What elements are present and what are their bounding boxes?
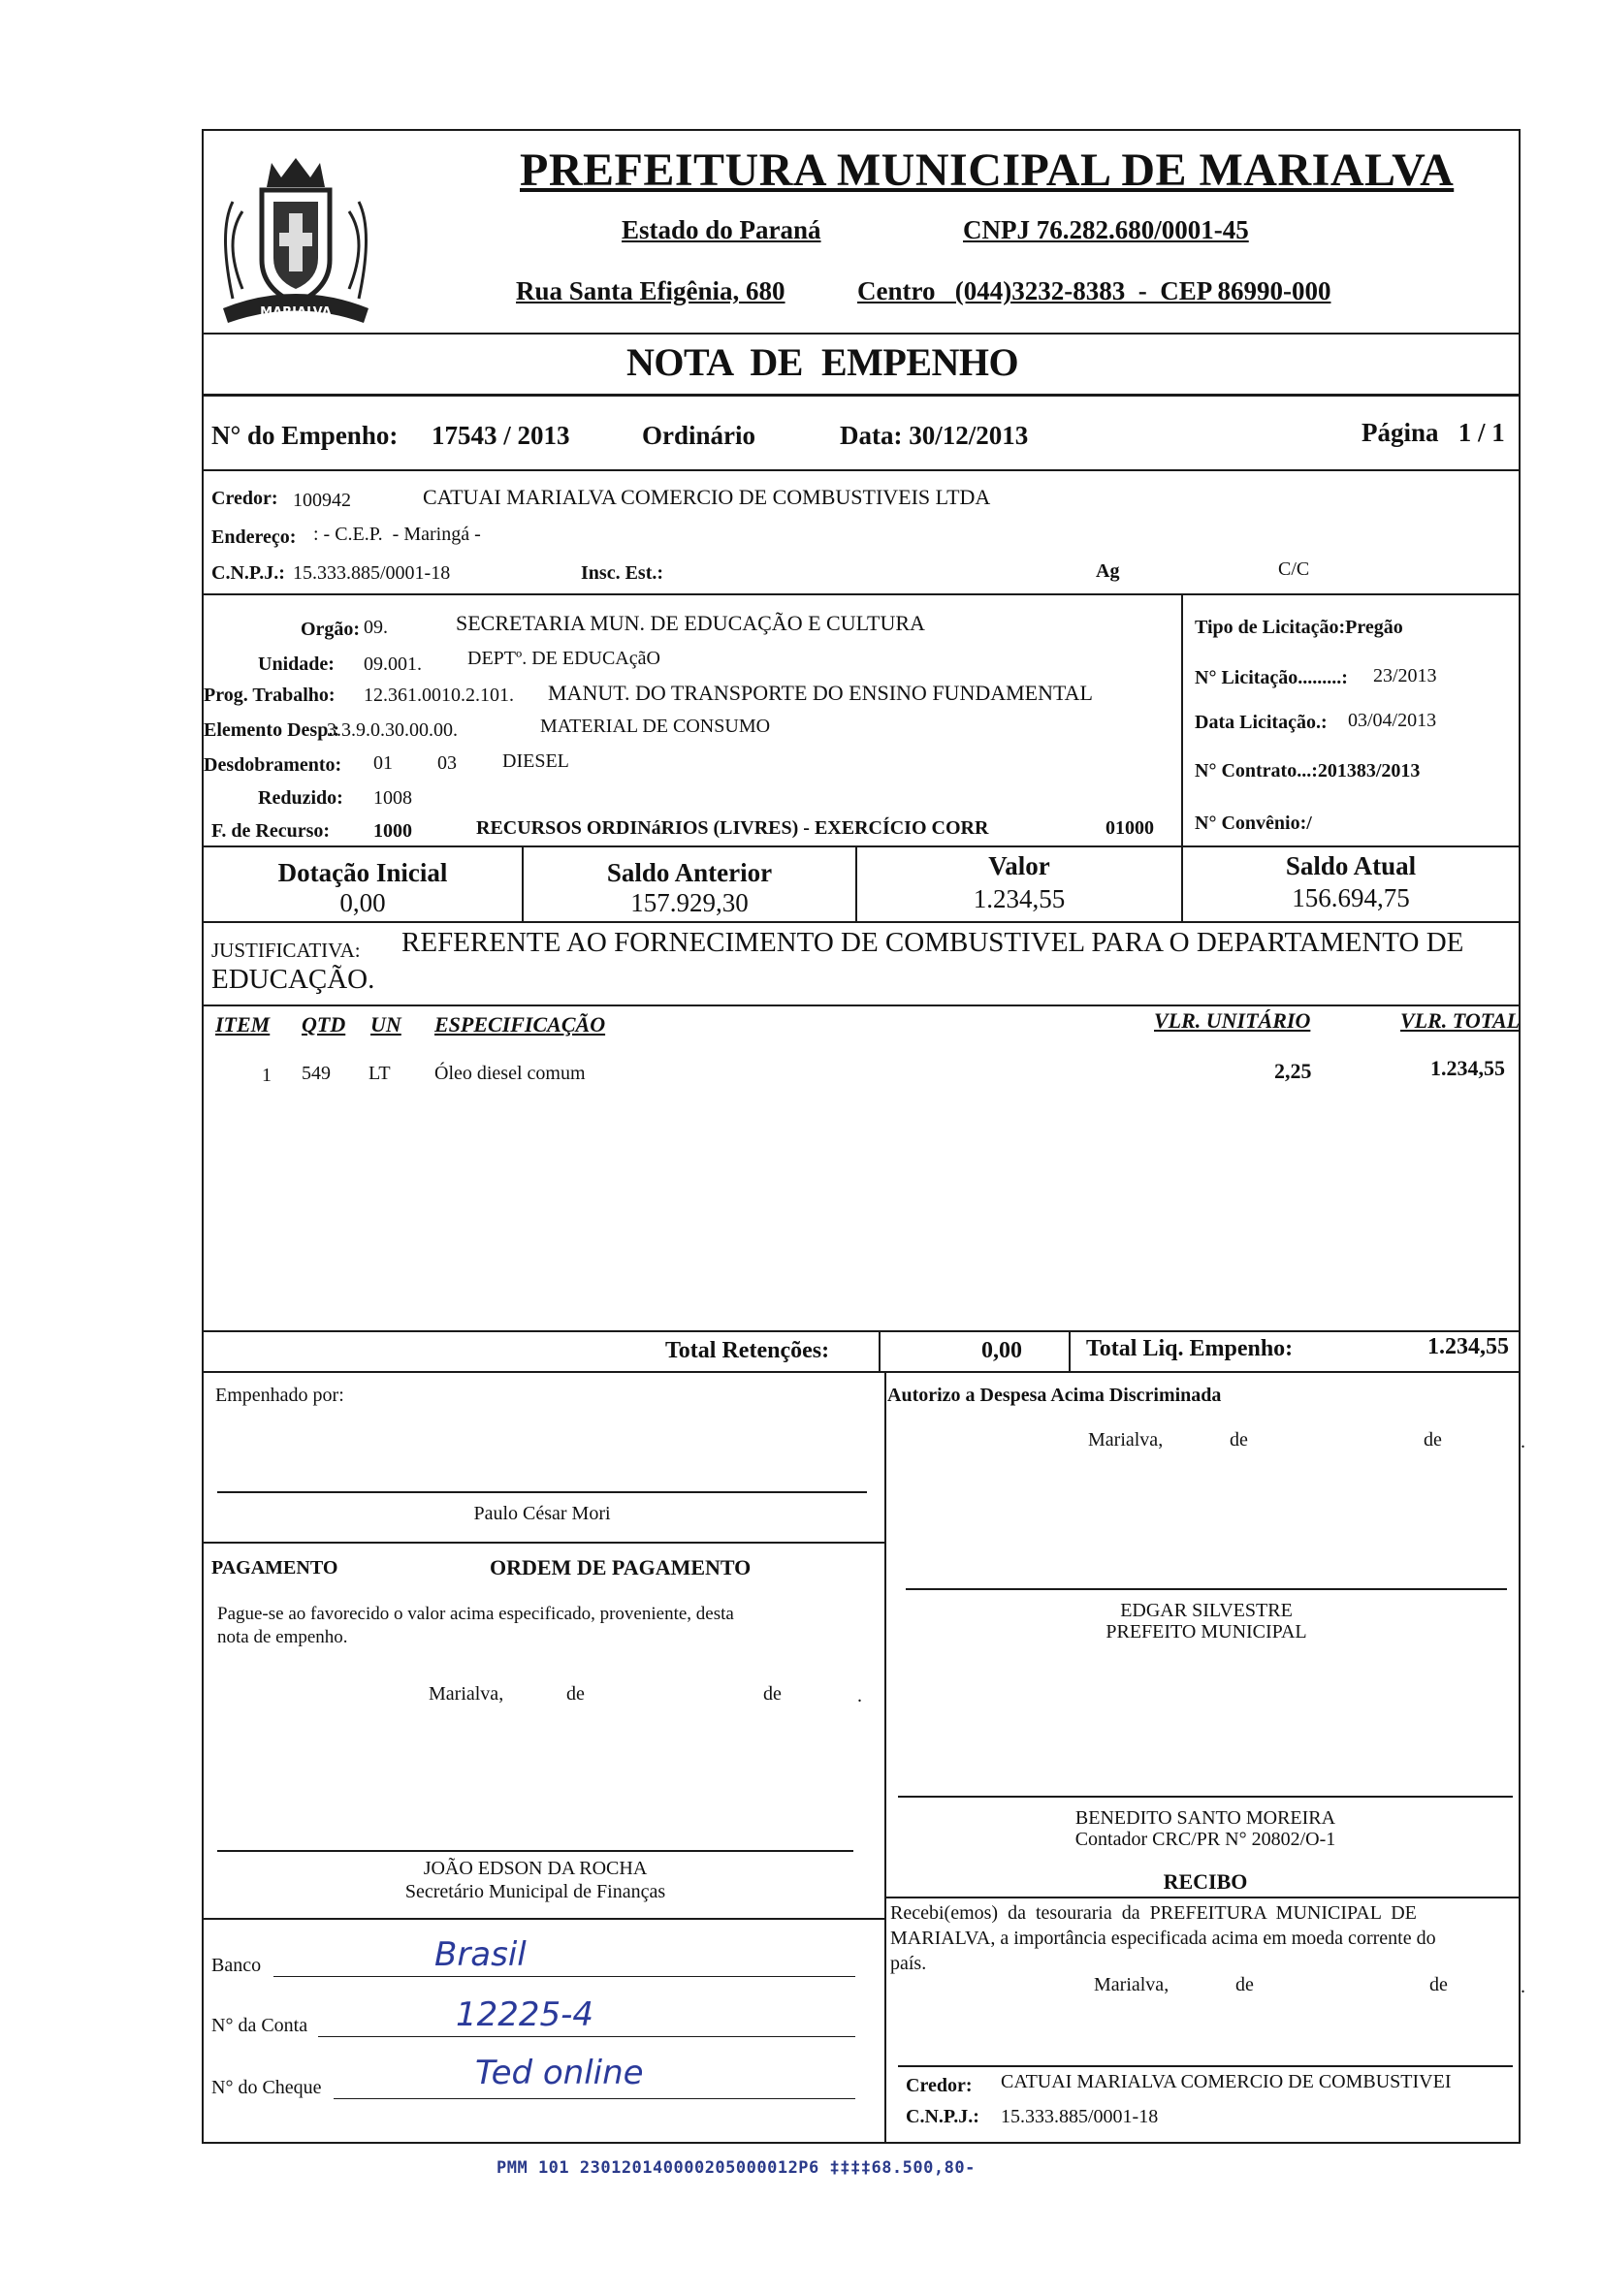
divider <box>202 1371 1521 1373</box>
reduzido-value: 1008 <box>373 787 412 809</box>
col-header-vlr-total: VLR. TOTAL <box>1400 1008 1521 1033</box>
reduzido-label: Reduzido: <box>258 787 343 809</box>
licitacao-date-label: Data Licitação.: <box>1195 712 1328 733</box>
banco-line <box>273 1976 855 1977</box>
conta-line <box>318 2036 855 2037</box>
item-total: 1.234,55 <box>1430 1056 1505 1080</box>
dotacao-inicial-value: 0,00 <box>339 888 386 917</box>
secretario-name: JOÃO EDSON DA ROCHA <box>423 1858 648 1879</box>
valor-value: 1.234,55 <box>973 884 1066 913</box>
prog-trabalho-label: Prog. Trabalho: <box>204 685 336 706</box>
item-un: LT <box>368 1063 391 1084</box>
cheque-line <box>334 2098 855 2099</box>
coat-of-arms-icon <box>204 144 388 337</box>
ordem-pagamento-label: ORDEM DE PAGAMENTO <box>490 1555 752 1579</box>
autorizo-place: Marialva, <box>1088 1429 1164 1451</box>
item-unit-price: 2,25 <box>1274 1059 1312 1083</box>
elemento-name: MATERIAL DE CONSUMO <box>540 716 771 737</box>
autorizo-label: Autorizo a Despesa Acima Discriminada <box>887 1385 1222 1406</box>
pagamento-place: Marialva, <box>429 1683 504 1705</box>
credor-label: Credor: <box>211 488 278 509</box>
total-liquido-value: 1.234,55 <box>1427 1334 1509 1359</box>
dotacao-inicial-label: Dotação Inicial <box>277 858 448 887</box>
total-retencoes-value: 0,00 <box>981 1338 1022 1363</box>
secretario-role: Secretário Municipal de Finanças <box>404 1881 666 1902</box>
agency-label: Ag <box>1096 560 1120 582</box>
cheque-handwritten: Ted online <box>475 2054 644 2092</box>
divider <box>202 1330 1521 1332</box>
divider <box>202 1004 1521 1006</box>
pagamento-text-2: nota de empenho. <box>217 1627 348 1647</box>
divider <box>202 921 1521 923</box>
elemento-code: 3.3.9.0.30.00.00. <box>327 719 458 741</box>
prog-trabalho-name: MANUT. DO TRANSPORTE DO ENSINO FUNDAMENTAL <box>548 681 1093 705</box>
recibo-place: Marialva, <box>1094 1974 1169 1995</box>
empenho-number-label: N° do Empenho: <box>211 421 399 450</box>
autorizo-de-2: de <box>1424 1429 1442 1451</box>
account-label: C/C <box>1278 558 1310 580</box>
prog-trabalho-code: 12.361.0010.2.101. <box>364 685 514 706</box>
contador-role: Contador CRC/PR N° 20802/O-1 <box>1074 1829 1336 1850</box>
cnpj-value: 15.333.885/0001-18 <box>293 562 451 584</box>
recurso-name: RECURSOS ORDINáRIOS (LIVRES) - EXERCÍCIO CORR <box>476 817 989 839</box>
municipality-contact: Centro (044)3232-8383 - CEP 86990-000 <box>857 276 1331 305</box>
recibo-text-3: país. <box>890 1953 927 1974</box>
col-header-vlr-unitario: VLR. UNITÁRIO <box>1154 1008 1311 1033</box>
conta-handwritten: 12225-4 <box>456 1995 594 2034</box>
item-spec: Óleo diesel comum <box>434 1063 586 1084</box>
insc-est-label: Insc. Est.: <box>581 562 664 584</box>
divider <box>884 1371 886 2144</box>
prefeito-name: EDGAR SILVESTRE <box>1120 1600 1293 1621</box>
municipality-title: PREFEITURA MUNICIPAL DE MARIALVA <box>520 144 1455 196</box>
prefeito-role: PREFEITO MUNICIPAL <box>1105 1621 1307 1642</box>
saldo-atual-value: 156.694,75 <box>1292 883 1410 912</box>
justificativa-line-2: EDUCAÇÃO. <box>211 964 375 995</box>
cheque-label: N° do Cheque <box>211 2077 322 2098</box>
state-name: Estado do Paraná <box>622 215 821 244</box>
unidade-label: Unidade: <box>258 654 335 675</box>
licitacao-date: 03/04/2013 <box>1348 710 1437 731</box>
desdobramento-b: 03 <box>437 752 457 774</box>
credor-name: CATUAI MARIALVA COMERCIO DE COMBUSTIVEIS LTDA <box>423 485 991 509</box>
justificativa-label: JUSTIFICATIVA: <box>211 939 361 962</box>
unidade-name: DEPTº. DE EDUCAçãO <box>467 648 660 669</box>
recibo-period: . <box>1521 1976 1525 1997</box>
endereco-value: : - C.E.P. - Maringá - <box>313 524 481 545</box>
recibo-de-2: de <box>1429 1974 1448 1995</box>
orgao-code: 09. <box>364 617 388 638</box>
licitacao-number-label: N° Licitação.........: <box>1195 667 1348 688</box>
orgao-name: SECRETARIA MUN. DE EDUCAÇÃO E CULTURA <box>456 611 925 635</box>
recibo-label: RECIBO <box>1163 1869 1248 1894</box>
recibo-cnpj-label: C.N.P.J.: <box>906 2106 979 2127</box>
convenio-number: N° Convênio:/ <box>1195 813 1312 834</box>
col-header-un: UN <box>370 1012 401 1036</box>
divider <box>202 394 1521 397</box>
pagamento-de-2: de <box>763 1683 782 1705</box>
recibo-de-1: de <box>1235 1974 1254 1995</box>
divider <box>202 1918 884 1920</box>
conta-label: N° da Conta <box>211 2015 308 2036</box>
endereco-label: Endereço: <box>211 526 297 548</box>
col-header-especificacao: ESPECIFICAÇÃO <box>434 1012 606 1036</box>
saldo-anterior-value: 157.929,30 <box>630 888 749 917</box>
empenho-date: Data: 30/12/2013 <box>840 421 1029 450</box>
authentication-stamp: PMM 101 230120140000205000012P6 ‡‡‡‡68.500,80- <box>497 2158 976 2178</box>
divider <box>202 845 1521 847</box>
divider <box>202 593 1521 595</box>
municipality-cnpj: CNPJ 76.282.680/0001-45 <box>963 215 1249 244</box>
empenho-number: 17543 / 2013 <box>432 421 570 450</box>
divider <box>1069 1330 1071 1371</box>
autorizo-de-1: de <box>1230 1429 1248 1451</box>
recurso-code: 1000 <box>373 820 412 842</box>
divider <box>202 333 1521 335</box>
signature-line <box>906 1588 1507 1590</box>
divider <box>202 1542 884 1544</box>
credor-code: 100942 <box>293 490 351 511</box>
pagamento-de-1: de <box>566 1683 585 1705</box>
page-indicator: Página 1 / 1 <box>1362 418 1505 447</box>
cnpj-label: C.N.P.J.: <box>211 562 285 584</box>
municipality-address: Rua Santa Efigênia, 680 <box>516 276 785 305</box>
orgao-label: Orgão: <box>301 619 361 640</box>
recibo-text-2: MARIALVA, a importância especificada acima em moeda corrente do <box>890 1928 1436 1949</box>
autorizo-period: . <box>1521 1431 1525 1452</box>
recibo-credor-value: CATUAI MARIALVA COMERCIO DE COMBUSTIVEI <box>1001 2071 1452 2092</box>
banco-label: Banco <box>211 1955 262 1976</box>
unidade-code: 09.001. <box>364 654 422 675</box>
signature-line <box>898 2065 1513 2067</box>
desdobramento-label: Desdobramento: <box>204 754 342 776</box>
item-number: 1 <box>262 1065 272 1086</box>
total-liquido-label: Total Liq. Empenho: <box>1086 1336 1294 1361</box>
divider <box>879 1330 881 1371</box>
valor-label: Valor <box>988 851 1050 880</box>
empenhado-label: Empenhado por: <box>215 1385 344 1406</box>
recibo-text-1: Recebi(emos) da tesouraria da PREFEITURA MUNICIPAL DE <box>890 1902 1417 1924</box>
pagamento-period: . <box>857 1685 862 1706</box>
saldo-atual-label: Saldo Atual <box>1285 851 1417 880</box>
recibo-cnpj-value: 15.333.885/0001-18 <box>1001 2106 1159 2127</box>
col-header-qtd: QTD <box>302 1012 346 1036</box>
empenho-type: Ordinário <box>642 421 756 450</box>
desdobramento-name: DIESEL <box>502 750 569 772</box>
justificativa-line-1: REFERENTE AO FORNECIMENTO DE COMBUSTIVEL PARA O DEPARTAMENTO DE <box>401 927 1464 958</box>
divider <box>202 469 1521 471</box>
contrato-number: N° Contrato...:201383/2013 <box>1195 760 1421 781</box>
licitacao-number: 23/2013 <box>1373 665 1437 686</box>
divider <box>1181 593 1183 845</box>
contador-name: BENEDITO SANTO MOREIRA <box>1074 1807 1336 1829</box>
signature-line <box>898 1796 1513 1798</box>
item-qtd: 549 <box>302 1063 331 1084</box>
pagamento-text-1: Pague-se ao favorecido o valor acima especificado, proveniente, desta <box>217 1604 734 1624</box>
elemento-label: Elemento Desp.: <box>204 719 339 741</box>
divider <box>884 1897 1521 1898</box>
recurso-label: F. de Recurso: <box>211 820 331 842</box>
recurso-code-2: 01000 <box>1105 817 1154 839</box>
signature-line <box>217 1491 867 1493</box>
document-title: NOTA DE EMPENHO <box>626 340 1019 384</box>
signature-line <box>217 1850 853 1852</box>
banco-handwritten: Brasil <box>434 1935 527 1974</box>
pagamento-label: PAGAMENTO <box>211 1557 338 1578</box>
col-header-item: ITEM <box>215 1012 271 1036</box>
seal-ribbon-text: MARIALVA <box>260 305 332 320</box>
tipo-licitacao: Tipo de Licitação:Pregão <box>1195 617 1403 638</box>
recibo-credor-label: Credor: <box>906 2075 973 2096</box>
desdobramento-a: 01 <box>373 752 393 774</box>
empenhado-signer: Paulo César Mori <box>473 1503 611 1524</box>
saldo-anterior-label: Saldo Anterior <box>606 858 773 887</box>
total-retencoes-label: Total Retenções: <box>665 1338 830 1363</box>
